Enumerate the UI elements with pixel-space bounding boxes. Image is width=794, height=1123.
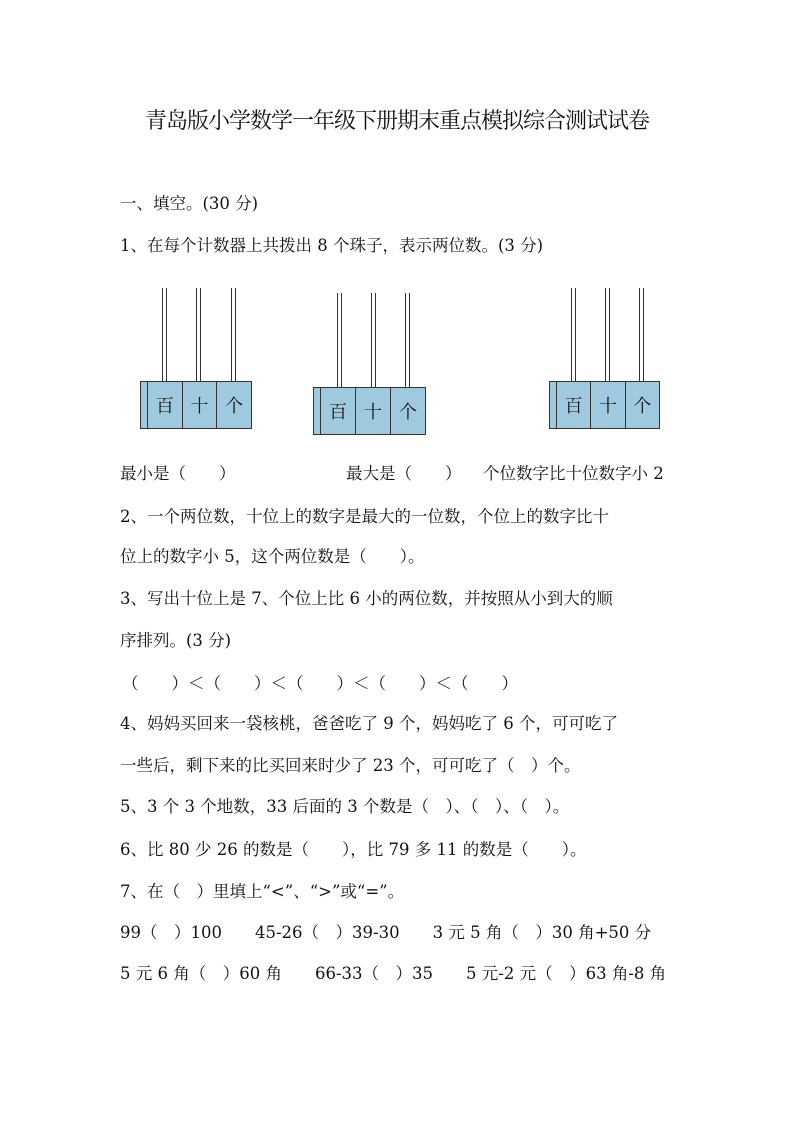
- abacus-rod: [405, 293, 410, 388]
- abacus-rod: [639, 288, 644, 382]
- abacus-label-tens: 十: [183, 382, 218, 428]
- page-title: 青岛版小学数学一年级下册期末重点模拟综合测试试卷: [144, 109, 649, 134]
- question-4-line-2: 一些后，剩下来的比买回来时少了 23 个，可可吃了（ ）个。: [120, 756, 581, 775]
- abacus-rod: [371, 293, 376, 388]
- abacus-base: [140, 381, 252, 429]
- abacus-label-hundreds: 百: [148, 382, 183, 428]
- question-1: 1、在每个计数器上共拨出 8 个珠子，表示两位数。(3 分): [120, 236, 544, 255]
- section-heading: 一、填空。(30 分): [120, 194, 259, 213]
- question-5: 5、3 个 3 个地数，33 后面的 3 个数是（ ）、（ ）、（ ）。: [120, 797, 570, 816]
- abacus-3: [549, 288, 660, 430]
- abacus-base: [549, 381, 660, 429]
- abacus-rod: [196, 288, 201, 382]
- question-7-row-2: 5 元 6 角（ ）60 角 66-33（ ）35 5 元-2 元（ ）63 角-8 角: [120, 964, 667, 983]
- abacus-2: [313, 293, 426, 436]
- abacus-rod: [162, 288, 167, 382]
- question-7: 7、在（ ）里填上“<”、“>”或“=”。: [120, 882, 405, 901]
- abacus-label-tens: 十: [591, 382, 625, 428]
- question-3-blanks: （ ）＜（ ）＜（ ）＜（ ）＜（ ）: [122, 674, 518, 693]
- abacus-label-ones: 个: [626, 382, 659, 428]
- question-2-line-2: 位上的数字小 5，这个两位数是（ ）。: [120, 547, 425, 566]
- question-2-line-1: 2、一个两位数，十位上的数字是最大的一位数，个位上的数字比十: [120, 507, 609, 526]
- question-3-line-2: 序排列。(3 分): [120, 631, 232, 650]
- question-3-line-1: 3、写出十位上是 7、个位上比 6 小的两位数，并按照从小到大的顺: [120, 589, 613, 608]
- question-6: 6、比 80 少 26 的数是（ ），比 79 多 11 的数是（ ）。: [120, 840, 587, 859]
- answer-diff: 个位数字比十位数字小 2: [483, 464, 664, 483]
- abacus-label-ones: 个: [217, 382, 251, 428]
- question-7-row-1: 99（ ）100 45-26（ ）39-30 3 元 5 角（ ）30 角+50 分: [120, 923, 652, 942]
- abacus-1: [140, 288, 252, 430]
- abacus-rod: [571, 288, 576, 382]
- abacus-label-hundreds: 百: [557, 382, 591, 428]
- answer-max: 最大是（ ）: [346, 464, 462, 483]
- question-4-line-1: 4、妈妈买回来一袋核桃，爸爸吃了 9 个，妈妈吃了 6 个，可可吃了: [120, 714, 618, 733]
- answer-min: 最小是（ ）: [120, 464, 236, 483]
- abacus-rod: [231, 288, 236, 382]
- abacus-label-tens: 十: [356, 388, 391, 434]
- abacus-label-ones: 个: [391, 388, 425, 434]
- abacus-label-hundreds: 百: [321, 388, 356, 434]
- abacus-rod: [605, 288, 610, 382]
- abacus-rod: [337, 293, 342, 388]
- abacus-base: [313, 387, 426, 435]
